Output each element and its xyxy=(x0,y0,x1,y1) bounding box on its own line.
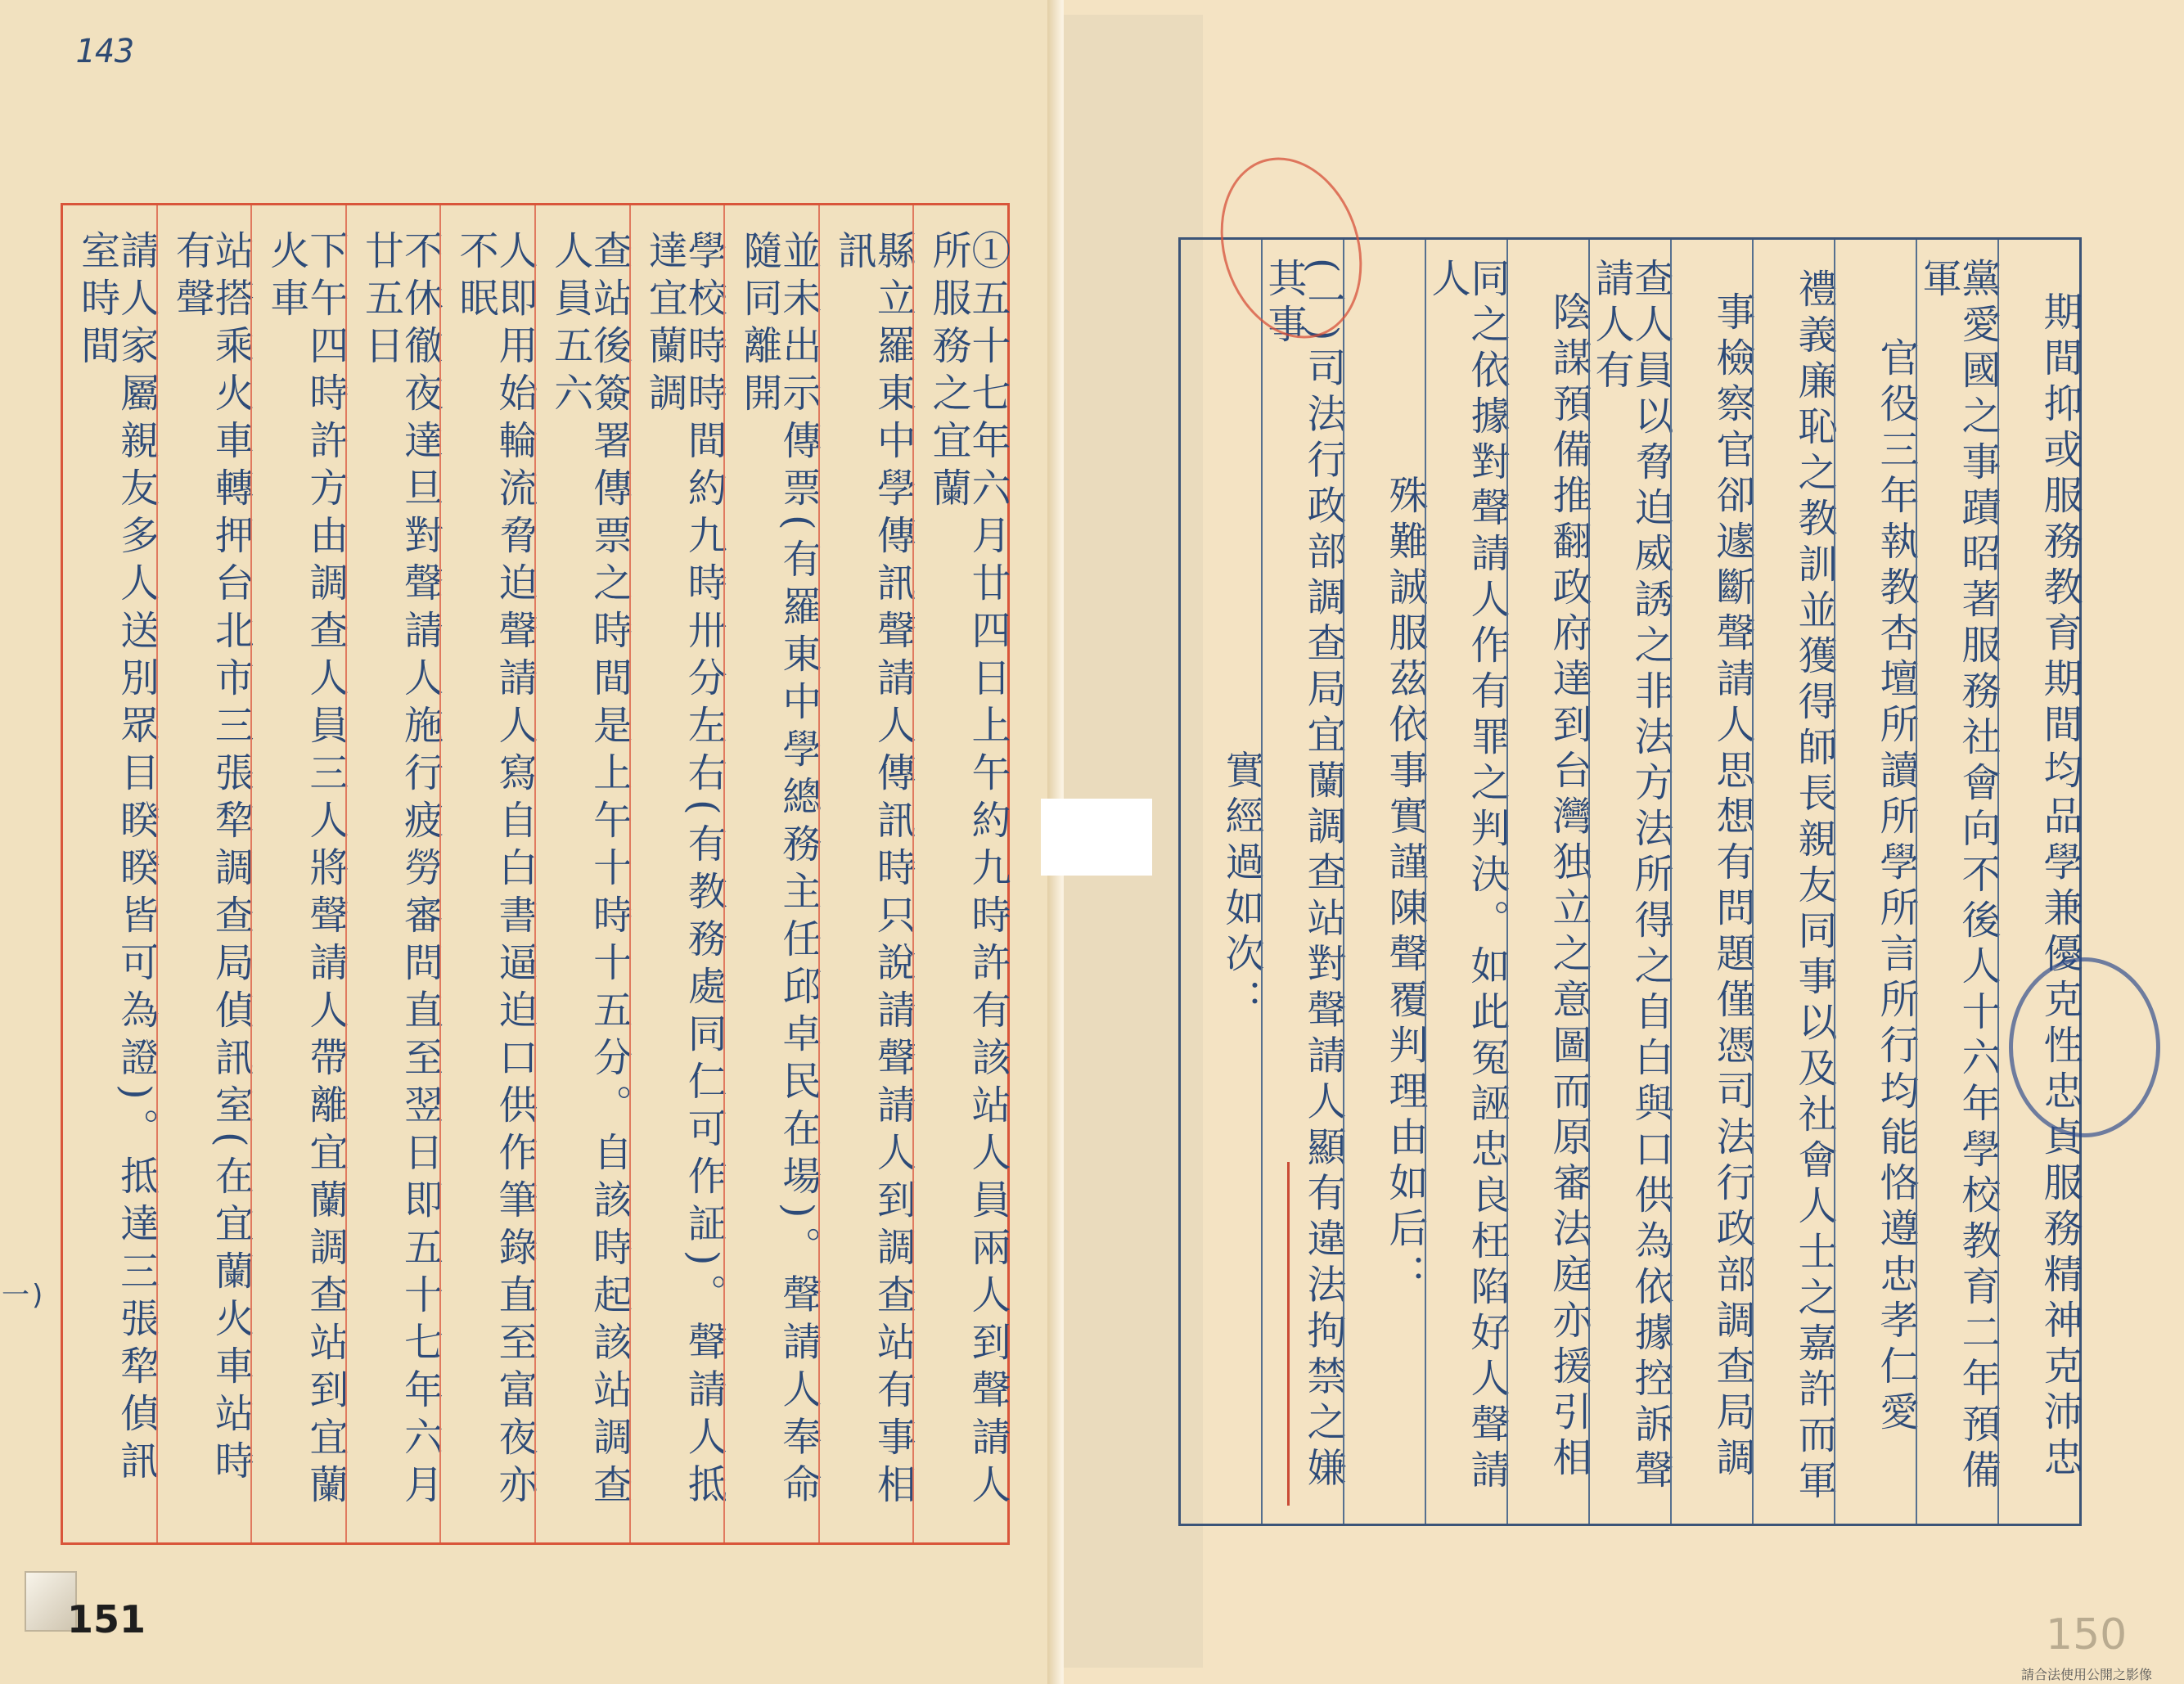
red-pencil-line xyxy=(1287,1162,1290,1506)
right-column-6: 查人員以脅迫威誘之非法方法所得之自白與口供為依據控訴聲請人有 xyxy=(1588,240,1670,1524)
left-column-6: 人即用始輪流脅迫聲請人寫自白書逼迫口供作筆錄直至富夜亦不眠 xyxy=(439,205,534,1542)
redaction-box xyxy=(1041,799,1152,876)
archive-stamp-icon xyxy=(2009,957,2160,1137)
right-column-10: (一)司法行政部調查局宜蘭調查站對聲請人顯有違法拘禁之嫌其事 xyxy=(1261,240,1343,1524)
left-column-7: 不休徹夜達旦對聲請人施行疲勞審問直至翌日即五十七年六月廿五日 xyxy=(345,205,440,1542)
right-column-8: 同之依據對聲請人作有罪之判決。如此冤誣忠良枉陷好人聲請人 xyxy=(1425,240,1506,1524)
left-column-2: 縣立羅東中學傳訊聲請人傳訊時只說請聲請人到調查站有事相訊 xyxy=(818,205,913,1542)
right-column-7: 陰謀預備推翻政府達到台灣独立之意圖而原審法庭亦援引相 xyxy=(1506,240,1588,1524)
left-column-1: ①五十七年六月廿四日上午約九時許有該站人員兩人到聲請人所服務之宜蘭 xyxy=(912,205,1007,1542)
right-column-9: 殊難誠服茲依事實謹陳聲覆判理由如后： xyxy=(1343,240,1425,1524)
margin-mark: 一) xyxy=(2,1279,47,1312)
left-column-9: 站搭乘火車轉押台北市三張犂調查局偵訊室(在宜蘭火車站時有聲 xyxy=(156,205,251,1542)
right-column-5: 事檢察官卻遽斷聲請人思想有問題僅憑司法行政部調查局調 xyxy=(1670,240,1752,1524)
right-column-1: 期間抑或服務教育期間均品學兼優克性忠貞服務精神克沛忠 xyxy=(1997,240,2079,1524)
right-column-3: 官役三年執教杏壇所讀所學所言所行均能恪遵忠孝仁愛 xyxy=(1834,240,1916,1524)
left-column-5: 查站後簽署傳票之時間是上午十時十五分。自該時起該站調查人員五六 xyxy=(534,205,629,1542)
printed-page-number-left: 151 xyxy=(67,1597,146,1641)
left-column-8: 下午四時許方由調查人員三人將聲請人帶離宜蘭調查站到宜蘭火車 xyxy=(250,205,345,1542)
left-column-3: 並未出示傳票(有羅東中學總務主任邱卓民在場)。聲請人奉命隨同離開 xyxy=(723,205,818,1542)
left-page xyxy=(0,0,1047,1684)
left-column-4: 學校時時間約九時卅分左右(有教務處同仁可作証)。聲請人抵達宜蘭調 xyxy=(629,205,724,1542)
left-ruled-frame xyxy=(61,203,1010,1545)
left-column-10: 請人家屬親友多人送別眾目睽睽皆可為證)。抵達三張犂偵訊室時間 xyxy=(74,230,160,1488)
right-column-2: 黨愛國之事蹟昭著服務社會向不後人十六年學校教育二年預備軍 xyxy=(1916,240,1997,1524)
printed-page-number-right: 150 xyxy=(2046,1610,2128,1659)
right-column-4: 禮義廉恥之教訓並獲得師長親友同事以及社會人士之嘉許而軍 xyxy=(1752,240,1834,1524)
right-ruled-frame xyxy=(1178,237,2082,1526)
usage-notice: 請合法使用公開之影像 xyxy=(2021,1667,2153,1682)
handwritten-page-number: 143 xyxy=(75,33,135,70)
right-column-11: 實經過如次： xyxy=(1218,749,1264,1024)
